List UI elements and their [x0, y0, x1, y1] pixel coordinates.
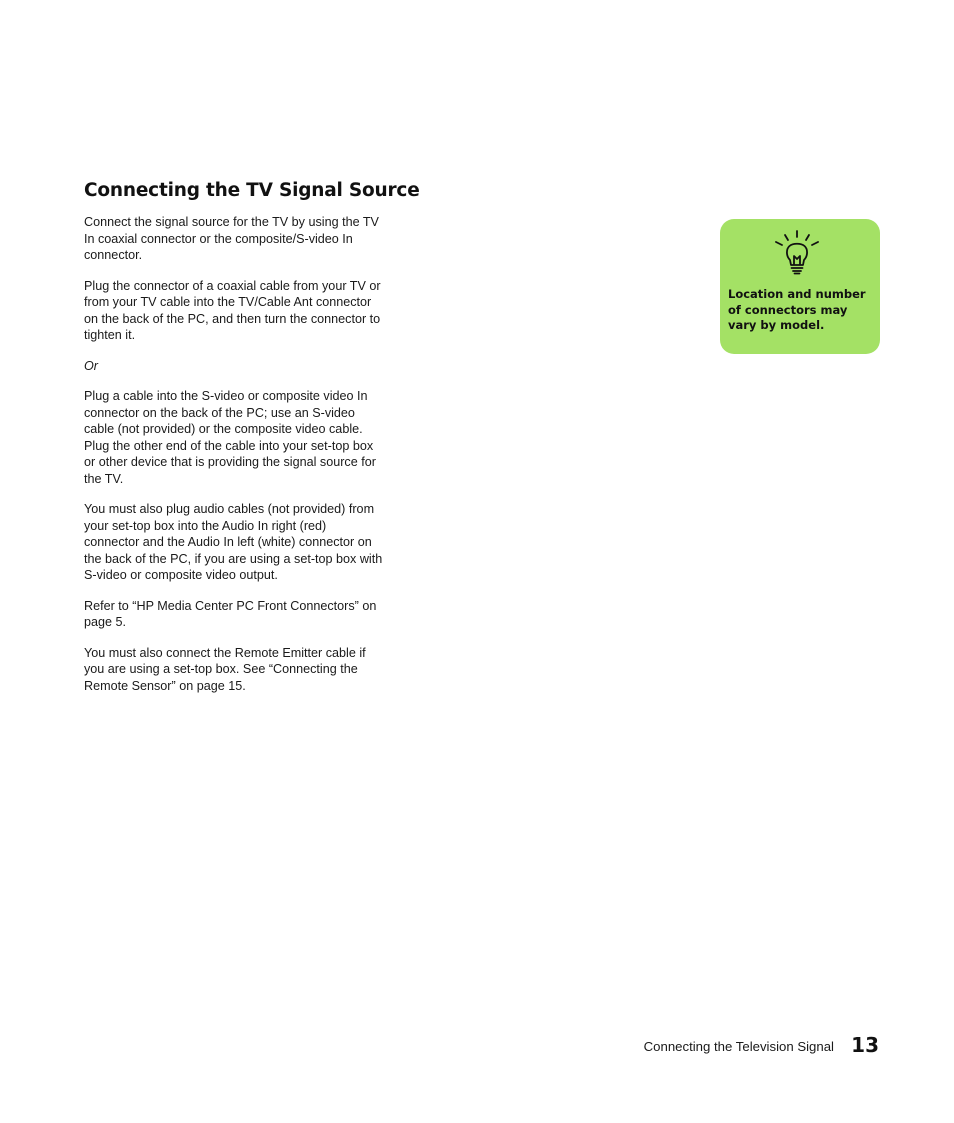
body-text	[84, 214, 384, 708]
tip-callout	[720, 219, 880, 354]
paragraph: You must also connect the Remote Emitter cable if you are using a set-top box. See “Connecting the Remote Sensor” on page 15.	[84, 645, 366, 693]
tip-text: Location and number of connectors may vary by model.	[728, 287, 866, 332]
section-heading: Connecting the TV Signal Source	[84, 180, 420, 201]
page-number: 13	[851, 1033, 879, 1057]
paragraph: Refer to “HP Media Center PC Front Connectors” on page 5.	[84, 598, 377, 629]
paragraph: You must also plug audio cables (not provided) from your set-top box into the Audio In right (red) connector and the Audio In left (white) connector on the back of the PC, if you are using a set-top box with S-video or composite video output.	[84, 502, 383, 582]
footer-chapter-title: Connecting the Television Signal	[643, 1039, 834, 1054]
lightbulb-icon	[772, 229, 822, 279]
paragraph: Plug a cable into the S-video or composite video In connector on the back of the PC; use an S-video cable (not provided) or the composite video cable. Plug the other end of the cable into your set-top box or other device that is providing the signal source for the TV.	[84, 389, 376, 486]
paragraph: Plug the connector of a coaxial cable from your TV or from your TV cable into the TV/Cable Ant connector on the back of the PC, and then turn the connector to tighten it.	[84, 278, 381, 342]
paragraph: Connect the signal source for the TV by using the TV In coaxial connector or the composite/S-video In connector.	[84, 215, 379, 262]
paragraph-or: Or	[84, 358, 98, 373]
